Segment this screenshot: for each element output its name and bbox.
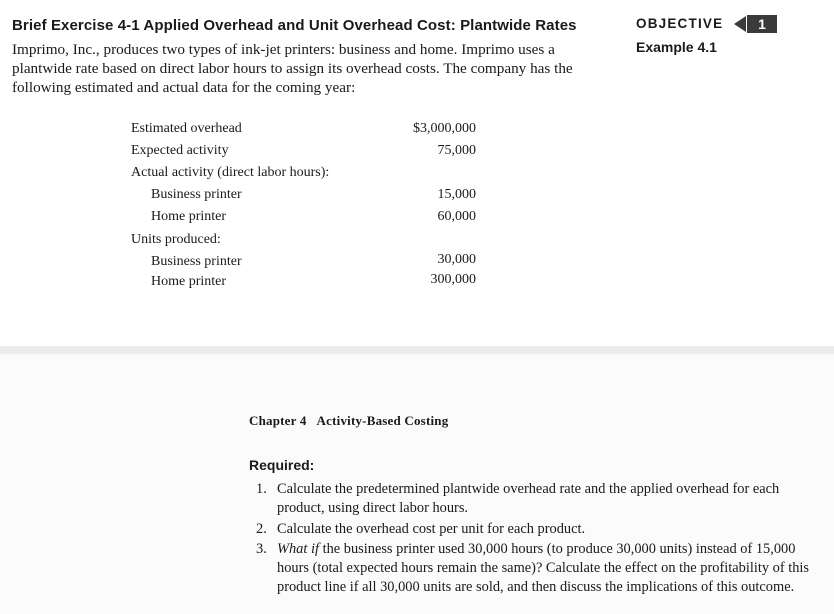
example-reference: Example 4.1 (636, 39, 717, 55)
item-line-rest: the business printer used 30,000 hours (to produce 30,000 units) instead of 15,000 (318, 541, 796, 557)
item-lead-italic: What if (277, 541, 319, 557)
chapter-footer (249, 413, 448, 429)
item-line: Calculate the overhead cost per unit for each product. (277, 521, 586, 537)
row-label: Units produced: (131, 232, 221, 247)
item-number: 3. (256, 541, 267, 557)
item-line (277, 540, 809, 559)
chapter-title: Activity-Based Costing (316, 413, 449, 428)
exercise-title: Brief Exercise 4-1 Applied Overhead and Unit Overhead Cost: Plantwide Rates (12, 17, 577, 34)
svg-text:1: 1 (758, 16, 766, 32)
row-value: 75,000 (437, 143, 476, 158)
row-value: 300,000 (430, 272, 476, 287)
required-heading: Required: (249, 457, 315, 473)
row-label: Estimated overhead (131, 121, 242, 136)
item-line: hours (total expected hours remain the same)? Calculate the effect on the profitability of this (277, 560, 810, 576)
intro-line: Imprimo, Inc., produces two types of ink-jet printers: business and home. Imprimo uses a (12, 41, 555, 58)
row-label: Business printer (151, 254, 242, 269)
item-number: 2. (256, 521, 267, 537)
intro-paragraph (12, 40, 612, 97)
row-label: Expected activity (131, 143, 229, 158)
row-value: 30,000 (437, 252, 476, 267)
intro-line: following estimated and actual data for the coming year: (12, 79, 356, 96)
chapter-label: Chapter 4 (249, 413, 307, 428)
row-value: $3,000,000 (413, 121, 476, 136)
row-value: 15,000 (437, 187, 476, 202)
item-number: 1. (256, 481, 267, 497)
page-divider (0, 346, 834, 354)
objective-arrow-icon (734, 14, 780, 34)
row-label: Actual activity (direct labor hours): (131, 165, 330, 180)
item-line: product line if all 30,000 units are sold, and then discuss the implications of this outcome. (277, 579, 795, 595)
row-value: 60,000 (437, 209, 476, 224)
intro-line: plantwide rate based on direct labor hours to assign its overhead costs. The company has the (12, 60, 573, 77)
item-line: product, using direct labor hours. (277, 500, 469, 516)
row-label: Home printer (151, 209, 227, 224)
row-label: Home printer (151, 274, 227, 289)
row-label: Business printer (151, 187, 242, 202)
item-line: Calculate the predetermined plantwide overhead rate and the applied overhead for each (277, 481, 780, 497)
objective-label: OBJECTIVE (636, 16, 724, 31)
